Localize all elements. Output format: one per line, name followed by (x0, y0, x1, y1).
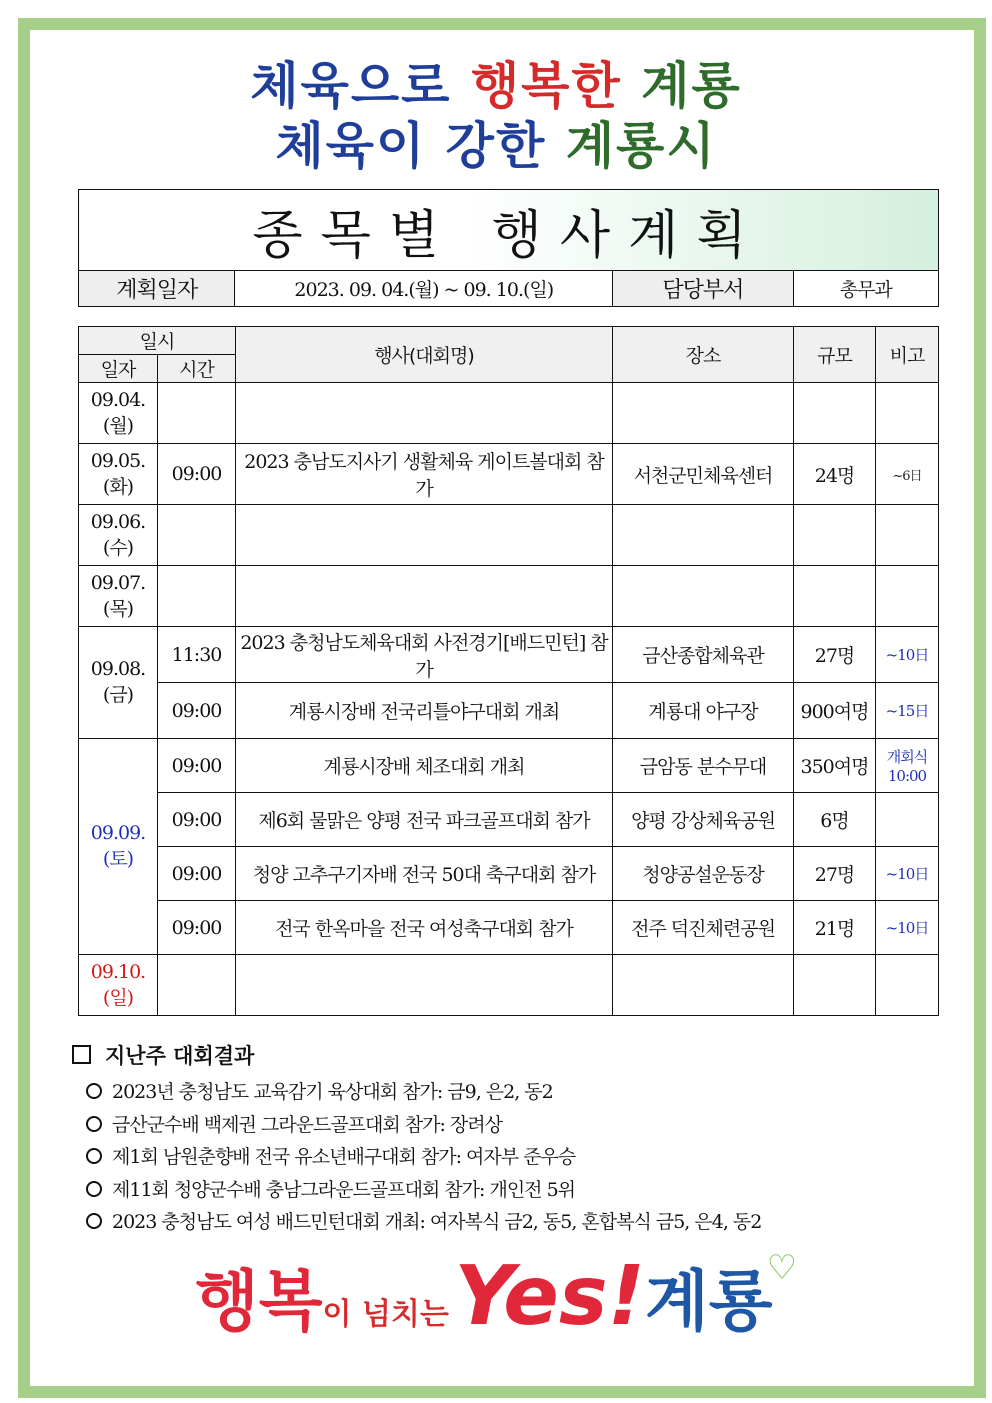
scale-cell (794, 955, 876, 1016)
note-cell: ~10日 (876, 627, 939, 683)
slogan-1-part-3: 계룡 (641, 57, 742, 115)
dept-value: 총무과 (793, 271, 939, 307)
note-cell: ~10日 (876, 847, 939, 901)
date: 09.10. (90, 960, 146, 983)
result-item (72, 1174, 952, 1207)
col-event: 행사(대회명) (236, 327, 613, 383)
place-cell (613, 383, 794, 444)
date: 09.09. (90, 822, 146, 844)
place-cell: 양평 강상체육공원 (613, 793, 794, 847)
date: 09.06. (90, 510, 146, 533)
dept-label: 담당부서 (613, 271, 793, 307)
event-cell (236, 383, 613, 444)
schedule-row (79, 444, 939, 505)
weekday: (목) (102, 597, 134, 620)
scale-cell: 900여명 (794, 683, 876, 739)
event-cell: 전국 한옥마을 전국 여성축구대회 참가 (236, 901, 613, 955)
col-datetime: 일시 (79, 327, 236, 355)
schedule-row (79, 793, 939, 847)
result-text: 제1회 남원춘향배 전국 유소년배구대회 참가: 여자부 준우승 (112, 1146, 576, 1168)
circle-bullet-icon (86, 1116, 102, 1132)
schedule-row (79, 955, 939, 1016)
place-cell: 금산종합체육관 (613, 627, 794, 683)
slogan-1-part-2: 행복한 (470, 57, 622, 115)
result-item (72, 1206, 952, 1239)
event-cell (236, 566, 613, 627)
schedule-row (79, 627, 939, 683)
result-text: 제11회 청양군수배 충남그라운드골프대회 참가: 개인전 5위 (112, 1178, 576, 1201)
note-cell: 개회식 10:00 (876, 739, 939, 793)
date-cell (79, 444, 158, 505)
date-cell (79, 566, 158, 627)
date-cell (79, 505, 158, 566)
time-cell: 11:30 (158, 627, 236, 683)
scale-cell (794, 383, 876, 444)
event-cell: 계룡시장배 체조대회 개최 (236, 739, 613, 793)
note-cell (876, 383, 939, 444)
scale-cell: 350여명 (794, 739, 876, 793)
note-cell (876, 566, 939, 627)
place-cell: 전주 덕진체련공원 (613, 901, 794, 955)
page-title: 종목별 행사계획 (79, 190, 939, 271)
result-text: 2023 충청남도 여성 배드민턴대회 개최: 여자복식 금2, 동5, 혼합복식 금5, 은4, 동2 (112, 1211, 762, 1233)
time-cell: 09:00 (158, 444, 236, 505)
date-cell (79, 739, 158, 955)
slogan-line-2 (0, 106, 992, 178)
time-cell (158, 505, 236, 566)
note-cell (876, 793, 939, 847)
col-time: 시간 (158, 355, 236, 383)
bottom-logo (0, 1248, 992, 1344)
circle-bullet-icon (86, 1213, 102, 1229)
place-cell: 서천군민체육센터 (613, 444, 794, 505)
date-cell (79, 627, 158, 739)
result-item (72, 1076, 952, 1109)
circle-bullet-icon (86, 1083, 102, 1099)
event-cell: 청양 고추구기자배 전국 50대 축구대회 참가 (236, 847, 613, 901)
heart-icon: ♡ (766, 1248, 798, 1288)
event-cell: 2023 충청남도체육대회 사전경기[배드민턴] 참가 (236, 627, 613, 683)
col-place: 장소 (613, 327, 794, 383)
date: 09.08. (90, 658, 146, 680)
slogan-2-part-1: 체육이 강한 (275, 117, 547, 175)
result-text: 금산군수배 백제권 그라운드골프대회 참가: 장려상 (112, 1113, 502, 1136)
scale-cell: 21명 (794, 901, 876, 955)
date-cell (79, 383, 158, 444)
event-cell: 2023 충남도지사기 생활체육 게이트볼대회 참가 (236, 444, 613, 505)
place-cell (613, 566, 794, 627)
col-date: 일자 (79, 355, 158, 383)
time-cell: 09:00 (158, 793, 236, 847)
col-note: 비고 (876, 327, 939, 383)
last-week-results (72, 1040, 952, 1239)
plan-date-value: 2023. 09. 04.(월) ~ 09. 10.(일) (235, 271, 613, 307)
logo-part-3: Yes! (454, 1249, 646, 1344)
results-heading (72, 1040, 952, 1070)
note-cell (876, 955, 939, 1016)
event-cell (236, 505, 613, 566)
schedule-table (78, 326, 939, 1016)
col-scale: 규모 (794, 327, 876, 383)
logo-part-4: 계룡 (645, 1263, 773, 1340)
slogan-1-part-1: 체육으로 (250, 57, 452, 115)
place-cell: 금암동 분수무대 (613, 739, 794, 793)
time-cell (158, 955, 236, 1016)
scale-cell: 27명 (794, 627, 876, 683)
time-cell: 09:00 (158, 847, 236, 901)
place-cell: 청양공설운동장 (613, 847, 794, 901)
event-cell: 계룡시장배 전국리틀야구대회 개최 (236, 683, 613, 739)
results-list (72, 1076, 952, 1239)
result-item (72, 1141, 952, 1174)
result-text: 2023년 충청남도 교육감기 육상대회 참가: 금9, 은2, 동2 (112, 1081, 553, 1103)
scale-cell: 6명 (794, 793, 876, 847)
event-cell: 제6회 물맑은 양평 전국 파크골프대회 참가 (236, 793, 613, 847)
weekday: (일) (102, 986, 134, 1009)
checkbox-icon (72, 1045, 91, 1064)
scale-cell (794, 505, 876, 566)
note-cell: ~10日 (876, 901, 939, 955)
logo-part-1: 행복 (194, 1263, 323, 1340)
time-cell: 09:00 (158, 683, 236, 739)
place-cell: 계룡대 야구장 (613, 683, 794, 739)
date: 09.05. (90, 449, 146, 472)
place-cell (613, 505, 794, 566)
note-cell: ~15日 (876, 683, 939, 739)
schedule-row (79, 505, 939, 566)
logo-part-2: 이 넘치는 (322, 1297, 449, 1332)
weekday: (화) (102, 475, 134, 498)
schedule-row (79, 566, 939, 627)
circle-bullet-icon (86, 1181, 102, 1197)
schedule-row (79, 683, 939, 739)
time-cell: 09:00 (158, 901, 236, 955)
results-title: 지난주 대회결과 (105, 1044, 255, 1068)
scale-cell: 27명 (794, 847, 876, 901)
result-item (72, 1109, 952, 1142)
time-cell (158, 383, 236, 444)
time-cell (158, 566, 236, 627)
weekday: (토) (102, 848, 134, 870)
schedule-row (79, 901, 939, 955)
place-cell (613, 955, 794, 1016)
schedule-row (79, 383, 939, 444)
time-cell: 09:00 (158, 739, 236, 793)
note-cell: ~6日 (876, 444, 939, 505)
circle-bullet-icon (86, 1148, 102, 1164)
title-table (78, 189, 939, 307)
schedule-row (79, 847, 939, 901)
weekday: (금) (102, 684, 134, 706)
weekday: (월) (102, 414, 134, 437)
date: 09.07. (90, 571, 146, 594)
schedule-row (79, 739, 939, 793)
note-cell (876, 505, 939, 566)
date: 09.04. (90, 388, 146, 411)
plan-date-label: 계획일자 (79, 271, 235, 307)
date-cell (79, 955, 158, 1016)
scale-cell (794, 566, 876, 627)
scale-cell: 24명 (794, 444, 876, 505)
weekday: (수) (102, 536, 134, 559)
event-cell (236, 955, 613, 1016)
slogan-2-part-2: 계룡시 (565, 117, 717, 175)
